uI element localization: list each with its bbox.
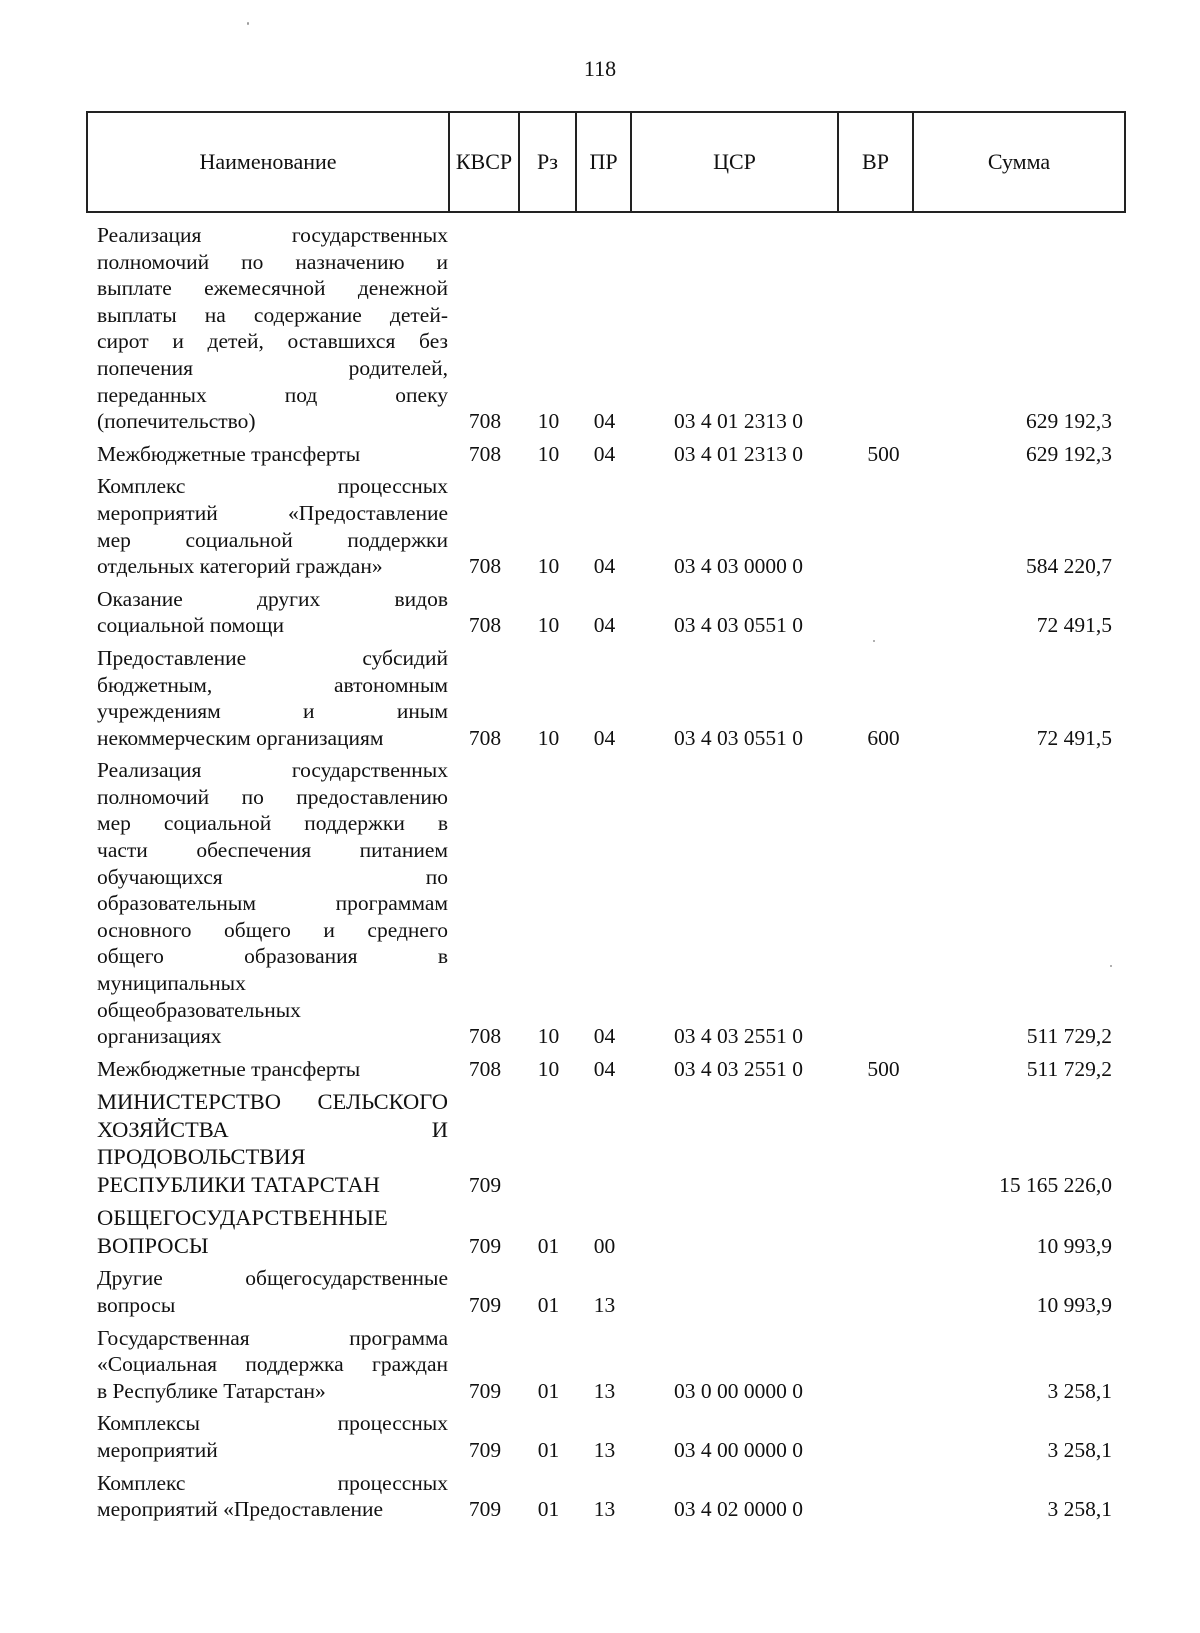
row-name-line: мероприятий: [97, 1437, 218, 1462]
row-csr: 03 4 03 2551 0: [674, 1056, 803, 1081]
row-name-line: попечения родителей,: [97, 355, 448, 380]
row-name-line: мер социальной поддержки: [97, 527, 448, 552]
row-name: [86, 1470, 450, 1523]
row-rz: 01: [537, 1378, 560, 1403]
row-kvsr: 708: [468, 441, 502, 466]
row-sum: 3 258,1: [1047, 1378, 1112, 1403]
table-row: [86, 1470, 1124, 1523]
row-name: [86, 1088, 450, 1198]
row-name-line: ХОЗЯЙСТВА И: [97, 1116, 448, 1142]
row-kvsr: 708: [468, 1024, 502, 1049]
row-name-line: в Республике Татарстан»: [97, 1378, 326, 1403]
row-name-line: Комплексы процессных: [97, 1411, 448, 1436]
table-header: [86, 111, 1126, 213]
row-pr: 13: [593, 1378, 616, 1403]
row-name-line: Реализация государственных: [97, 758, 448, 783]
row-csr: 03 4 03 2551 0: [674, 1024, 803, 1049]
row-name-line: бюджетным, автономным: [97, 672, 448, 697]
table-row: [86, 1204, 1124, 1259]
row-kvsr: 709: [468, 1437, 502, 1462]
row-pr: 13: [593, 1293, 616, 1317]
row-name: [86, 1265, 450, 1318]
row-name-line: МИНИСТЕРСТВО СЕЛЬСКОГО: [97, 1089, 448, 1115]
table-row: [86, 1325, 1124, 1405]
row-rz: 10: [537, 1024, 560, 1049]
row-kvsr: 709: [468, 1233, 502, 1258]
row-name-line: Межбюджетные трансферты: [97, 441, 361, 466]
row-rz: 01: [537, 1233, 560, 1258]
row-name-line: полномочий по предоставлению: [97, 784, 448, 809]
row-sum: 10 993,9: [1036, 1233, 1112, 1258]
header-kvsr: КВСР: [449, 112, 519, 212]
row-name: [86, 441, 450, 468]
row-sum: 3 258,1: [1047, 1437, 1112, 1462]
row-pr: 04: [593, 725, 616, 750]
row-name-line: мероприятий «Предоставление: [97, 1497, 384, 1522]
scan-speck: [873, 640, 875, 642]
row-name-line: Комплекс процессных: [97, 1470, 448, 1495]
row-vr: 500: [867, 441, 900, 466]
table-row: [86, 757, 1124, 1050]
row-name-line: Предоставление субсидий: [97, 645, 448, 670]
row-rz: 10: [537, 1056, 560, 1081]
row-name-line: обучающихся по: [97, 864, 448, 889]
row-rz: 01: [537, 1497, 560, 1522]
table-row: [86, 645, 1124, 751]
table-row: [86, 1265, 1124, 1318]
row-name-line: мер социальной поддержки в: [97, 811, 448, 836]
table-row: [86, 1088, 1124, 1198]
row-name-line: Межбюджетные трансферты: [97, 1056, 361, 1081]
row-name: [86, 1410, 450, 1463]
row-name-line: ПРОДОВОЛЬСТВИЯ: [97, 1144, 306, 1170]
row-pr: 13: [593, 1437, 616, 1462]
row-vr: 600: [867, 725, 900, 750]
row-csr: 03 4 00 0000 0: [674, 1437, 803, 1462]
row-sum: 3 258,1: [1047, 1497, 1112, 1522]
row-name: [86, 1056, 450, 1083]
header-name: Наименование: [87, 112, 449, 212]
row-csr: 03 4 01 2313 0: [674, 441, 803, 466]
row-name-line: переданных под опеку: [97, 382, 448, 407]
row-name-line: Другие общегосударственные: [97, 1266, 448, 1291]
row-sum: 629 192,3: [1026, 441, 1112, 466]
row-name-line: некоммерческим организациям: [97, 725, 384, 750]
header-sum: Сумма: [913, 112, 1125, 212]
row-name-line: РЕСПУБЛИКИ ТАТАРСТАН: [97, 1171, 380, 1197]
row-rz: 10: [537, 554, 560, 579]
row-name-line: части обеспечения питанием: [97, 838, 448, 863]
row-rz: 01: [537, 1437, 560, 1462]
row-name-line: организациях: [97, 1024, 222, 1049]
header-csr: ЦСР: [631, 112, 838, 212]
row-csr: 03 4 03 0551 0: [674, 613, 803, 638]
row-pr: 04: [593, 441, 616, 466]
row-kvsr: 709: [468, 1497, 502, 1522]
scan-speck: [247, 22, 249, 25]
row-name-line: ВОПРОСЫ: [97, 1232, 209, 1258]
row-kvsr: 709: [468, 1172, 502, 1197]
row-name-line: «Социальная поддержка граждан: [97, 1352, 448, 1377]
row-name: [86, 757, 450, 1050]
row-pr: 04: [593, 613, 616, 638]
row-rz: 10: [537, 409, 560, 434]
row-pr: 04: [593, 554, 616, 579]
header-pr: ПР: [576, 112, 631, 212]
row-name-line: полномочий по назначению и: [97, 249, 448, 274]
row-sum: 72 491,5: [1036, 725, 1112, 750]
row-sum: 584 220,7: [1026, 554, 1112, 579]
row-name-line: образовательным программам: [97, 891, 448, 916]
row-sum: 72 491,5: [1036, 613, 1112, 638]
row-kvsr: 708: [468, 613, 502, 638]
row-sum: 511 729,2: [1026, 1024, 1112, 1049]
row-name: [86, 1204, 450, 1259]
row-name-line: общеобразовательных: [97, 997, 301, 1022]
row-pr: 04: [593, 1024, 616, 1049]
row-kvsr: 709: [468, 1378, 502, 1403]
table-row: [86, 586, 1124, 639]
row-csr: 03 0 00 0000 0: [674, 1378, 803, 1403]
row-name-line: (попечительство): [97, 409, 256, 434]
header-rz: Рз: [519, 112, 576, 212]
row-name-line: общего образования в: [97, 944, 448, 969]
scan-speck: [1110, 965, 1112, 967]
row-name-line: мероприятий «Предоставление: [97, 500, 448, 525]
row-name-line: Оказание других видов: [97, 586, 448, 611]
row-name-line: Комплекс процессных: [97, 474, 448, 499]
row-name: [86, 645, 450, 751]
row-kvsr: 708: [468, 1056, 502, 1081]
row-name-line: отдельных категорий граждан»: [97, 554, 383, 579]
row-csr: 03 4 03 0551 0: [674, 725, 803, 750]
row-pr: 00: [593, 1233, 616, 1258]
row-sum: 15 165 226,0: [999, 1172, 1112, 1197]
row-pr: 13: [593, 1497, 616, 1522]
row-csr: 03 4 03 0000 0: [674, 554, 803, 579]
row-sum: 10 993,9: [1036, 1293, 1112, 1317]
row-pr: 04: [593, 409, 616, 434]
page-number: 118: [583, 56, 617, 81]
row-name: [86, 222, 450, 435]
row-name-line: основного общего и среднего: [97, 917, 448, 942]
header-vr: ВР: [838, 112, 913, 212]
row-name-line: сирот и детей, оставшихся без: [97, 329, 448, 354]
row-kvsr: 709: [468, 1293, 502, 1317]
row-pr: 04: [593, 1056, 616, 1081]
row-name-line: выплате ежемесячной денежной: [97, 276, 448, 301]
row-kvsr: 708: [468, 554, 502, 579]
row-sum: 511 729,2: [1026, 1056, 1112, 1081]
row-name-line: Реализация государственных: [97, 223, 448, 247]
row-name-line: учреждениям и иным: [97, 699, 448, 724]
row-name-line: социальной помощи: [97, 613, 284, 638]
table-row: [86, 222, 1124, 435]
table-row: [86, 473, 1124, 579]
row-name-line: Государственная программа: [97, 1325, 448, 1350]
table-row: [86, 441, 1124, 468]
row-name: [86, 1325, 450, 1405]
row-rz: 10: [537, 441, 560, 466]
row-kvsr: 708: [468, 409, 502, 434]
table-body: [86, 222, 1124, 1523]
row-csr: 03 4 01 2313 0: [674, 409, 803, 434]
row-vr: 500: [867, 1056, 900, 1081]
row-name-line: выплаты на содержание детей-: [97, 302, 448, 327]
row-name: [86, 586, 450, 639]
row-rz: 10: [537, 725, 560, 750]
table-row: [86, 1410, 1124, 1463]
row-csr: 03 4 02 0000 0: [674, 1497, 803, 1522]
row-name-line: ОБЩЕГОСУДАРСТВЕННЫЕ: [97, 1205, 388, 1231]
row-rz: 01: [537, 1293, 560, 1317]
table-row: [86, 1056, 1124, 1083]
row-kvsr: 708: [468, 725, 502, 750]
row-name: [86, 473, 450, 579]
row-name-line: муниципальных: [97, 971, 246, 996]
row-name-line: вопросы: [97, 1293, 176, 1317]
row-sum: 629 192,3: [1026, 409, 1112, 434]
row-rz: 10: [537, 613, 560, 638]
